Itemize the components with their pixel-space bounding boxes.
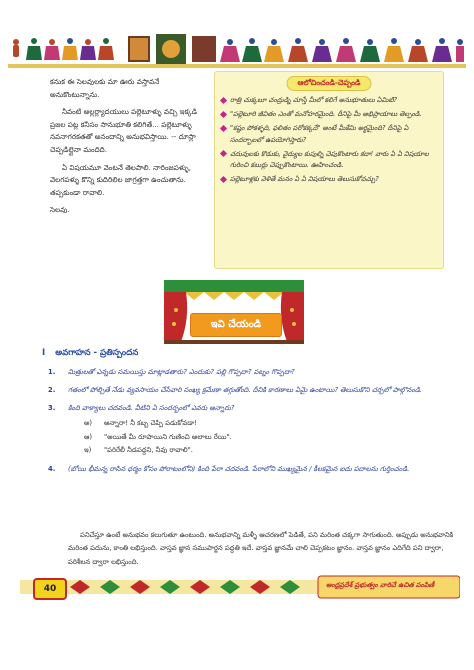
question-text: (బోయి భీమన్న రాసిన ధర్మం కోసం పోరాటంలోని) కింది పేరా చదవండి. పేరాలోని ముఖ్యమైన / కీలకమైన ఐదు పదాలను గుర్తించండి. — [68, 464, 410, 473]
letter-paragraph: ఏ విషయమూ వెంటనే తెలపాలి. నారింజపళ్ళు, వెలగపళ్ళు కొన్ని కుదిరిలిల జాగ్రత్తగా ఉంచుతాను. తప్పకుండా రావాలి. — [50, 162, 191, 197]
discussion-list — [221, 95, 439, 188]
question-number: 3. — [48, 403, 56, 412]
section-heading — [42, 348, 138, 360]
question-number: 4. — [48, 464, 56, 473]
question-item — [48, 366, 448, 379]
diamond-bullet-icon — [220, 125, 227, 132]
dancers-border-image — [8, 34, 466, 68]
sub-question-letter: ఆ) — [84, 432, 93, 441]
section-number: I — [42, 348, 46, 358]
sub-question-letter: ఇ) — [84, 446, 92, 455]
letter-text-column — [50, 76, 202, 222]
question-text: మిత్రులతో ఎన్నడు సమయిస్తు మాట్లాడతారు? ఎందుకు? పల్లి గొప్పదా? పట్నం గొప్పదా? — [68, 368, 295, 376]
question-number: 1. — [48, 368, 56, 376]
publisher-note: ఆంధ్రప్రదేశ్ ప్రభుత్వం వారిచే ఉచిత పంపిణీ — [326, 581, 435, 589]
section-title: అవగాహన - ప్రతిస్పందన — [55, 348, 139, 358]
sub-question: ఆ) "అయితే మీ రూపాయిని గుణించి అలాలు రేయి". — [68, 431, 448, 444]
question-number: 2. — [48, 385, 56, 394]
discussion-box — [214, 71, 444, 269]
question-item — [48, 384, 448, 397]
discussion-item: "పల్లెటూరి జీవితం ఎంతో మనోహరమైంది. దీనిపై మీ అభిప్రాయాలు తెల్పండి. — [221, 109, 439, 120]
sub-question: అ) అన్నారా! నీ కబ్బ చెప్పి పడుకోవడా! — [68, 417, 448, 430]
page-number: 40 — [33, 578, 67, 600]
diamond-bullet-icon — [220, 176, 227, 183]
diamond-bullet-icon — [220, 96, 227, 103]
discussion-title: ఆలోచించండి-చెప్పండి — [287, 76, 372, 91]
reading-paragraph: పనిచేస్తూ ఉంటే అనుభవం కలుగుతూ ఉంటుంది. అనుభవాన్ని మళ్ళీ ఆచరణలో పెడితే, పని మరింత చక్కగా సాగుతుంది. అప్పుడు అనుభవానికి మరింత పదును, కాంతి లభిస్తుంది. వాస్తవ జ్ఞాన సముపార్జన పద్ధతి ఇదే. వాస్తవ జ్ఞానమే చాలి చెప్పకటం జ్ఞానం. వాస్తవ జ్ఞానం ఎదిగేది పని ద్వారా, పరిశీలన ద్వారా లభిస్తుంది. — [68, 531, 454, 566]
question-text: గతంలో పోల్చితే నేడు వ్యవసాయం చేసేవారి సంఖ్య క్రమేణా తగ్గుతోంది. దీనికి కారణాలు ఏమై ఉంటాయి? తెలుసుకొని చర్చలో పాల్గొనండి. — [68, 385, 423, 394]
sub-question-list — [68, 417, 448, 457]
letter-paragraph: నీవంటి అల్లర్ల్యాదయులు పల్లెటూళ్ళు వచ్చి ఇక్కడి ప్రజల పట్ల కనీసం సానుభూతి కలిగితే... పల్లెటూళ్ళు నవనాగరకతతో అనందాన్ని అనుభవిస్తాయి. -- దూస్లా చెప్పడిల్లైనా మందిది. — [50, 107, 198, 154]
question-item — [48, 463, 448, 476]
sub-question-letter: అ) — [84, 419, 93, 428]
activity-banner-label: ఇవి చేయండి — [190, 313, 282, 337]
discussion-item: చదువులకు కొడుకు, వైద్యుల కుపుల్ని చెపుకొంటారు కదా! వారు ఏ ఏ విషయాల గురించి కబుర్లు చెప్పుకొంటాయి. ఊహించండి. — [221, 149, 439, 171]
diamond-bullet-icon — [220, 150, 227, 157]
diamond-bullet-icon — [220, 111, 227, 118]
letter-paragraph: కనుక ఈ సెలవులకు మా ఊరు వస్తావనే అనుకొంటున్నాను. — [50, 77, 160, 99]
discussion-item: పల్లెటూళ్లకు వెళితే మనం ఏ ఏ విషయాలు తెలుసుకోవచ్చు? — [221, 174, 439, 185]
letter-signoff: సెలవు. — [50, 205, 70, 215]
question-item — [48, 402, 448, 458]
sub-question: ఇ) "పరిరేలీ నీడపద్దని, నీవు రావాలి". — [68, 444, 448, 457]
discussion-item: రాత్రి చుక్కలూ చంద్రుడ్ని చూస్తే మీలో కలిగే అనుభూతులు ఏమిటి? — [221, 95, 439, 106]
discussion-item: "కష్టం పోకళ్ళది, ఫలితం పరోకక్కదే" అంటే మీకేమి అర్థమైంది? దీనిపై ఏ సందర్భాలలో ఉపయోగిస్తారు? — [221, 123, 439, 145]
question-list — [48, 366, 448, 480]
question-text: కింది వాక్యాలు చదవండి. వీటిని ఏ సందర్భంలో ఎవరు అన్నారు? — [68, 403, 235, 412]
